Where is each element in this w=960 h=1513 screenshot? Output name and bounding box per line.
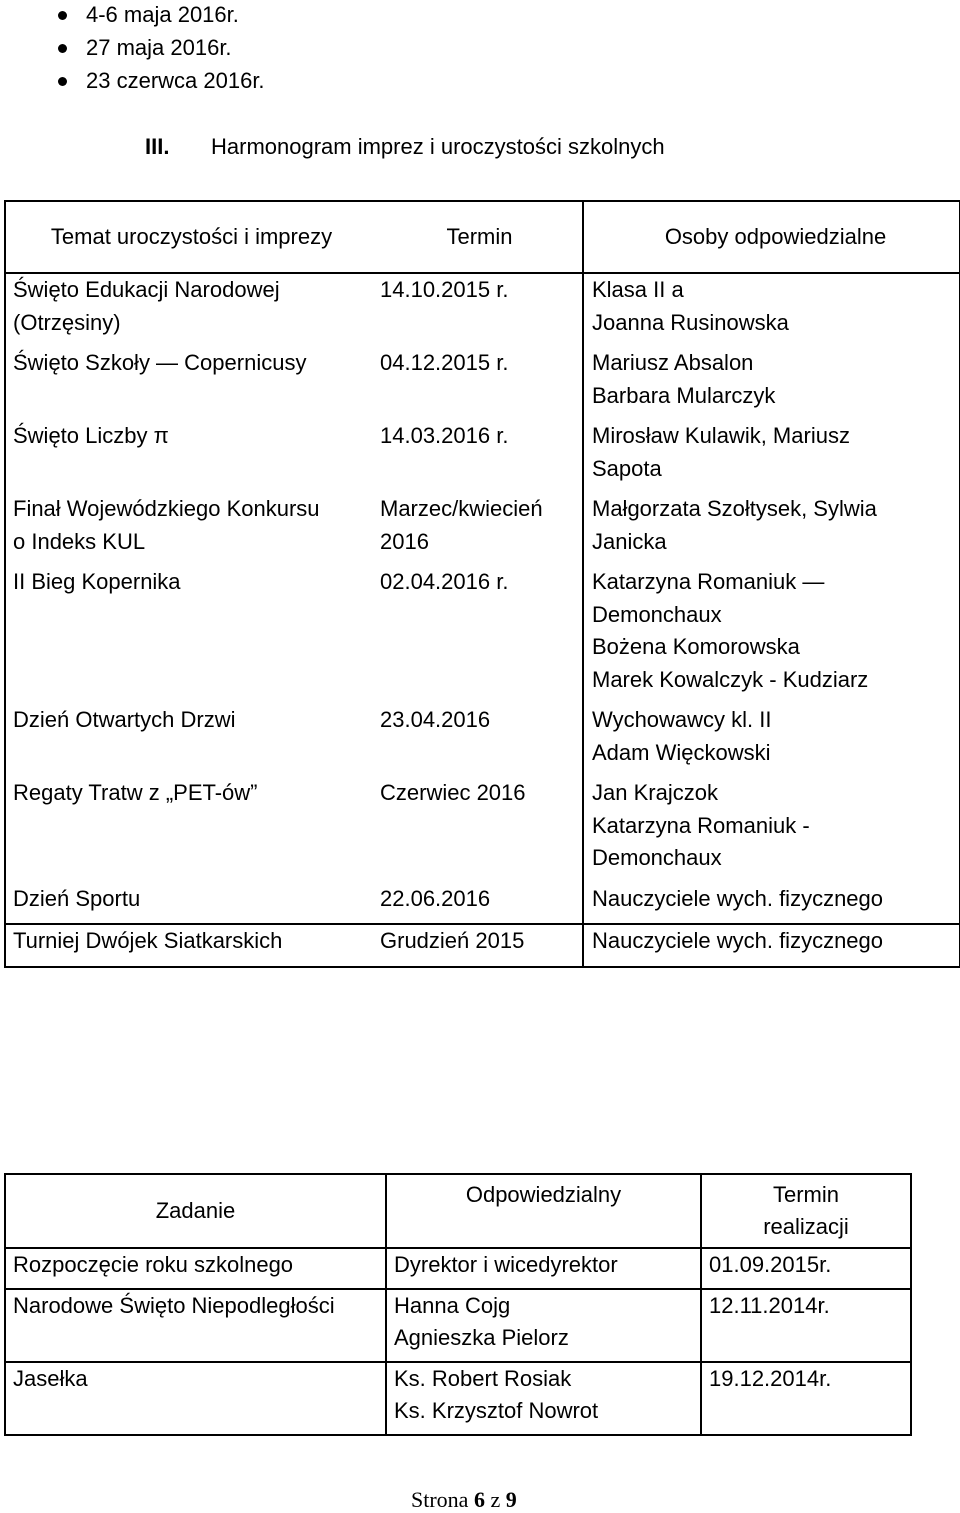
cell-line: Nauczyciele wych. fizycznego: [592, 885, 884, 911]
list-item: [58, 0, 265, 33]
cell-people: [583, 273, 960, 347]
cell-people: [583, 420, 960, 493]
cell-line: Dzień Sportu: [13, 885, 141, 911]
cell-line: Barbara Mularczyk: [592, 382, 776, 408]
cell-term: [701, 1362, 911, 1435]
cell-line: Hanna Cojg: [394, 1292, 511, 1318]
cell-line: 04.12.2015 r.: [380, 350, 509, 375]
cell-date: [377, 777, 583, 883]
cell-topic: [5, 777, 377, 883]
cell-line: 14.10.2015 r.: [380, 277, 509, 302]
table-row: [5, 883, 960, 925]
table-row: [5, 493, 960, 566]
table-row: [5, 1362, 911, 1435]
cell-line: Czerwiec 2016: [380, 780, 526, 805]
cell-task: [5, 1248, 386, 1289]
cell-date: [377, 883, 583, 925]
cell-line: 23.04.2016: [380, 707, 491, 732]
cell-people: [583, 493, 960, 566]
cell-line: Dyrektor i wicedyrektor: [394, 1252, 618, 1277]
cell-line: 14.03.2016 r.: [380, 423, 509, 448]
cell-date: [377, 493, 583, 566]
cell-line: Ks. Robert Rosiak: [394, 1365, 572, 1391]
cell-line: Dzień Otwartych Drzwi: [13, 707, 236, 732]
cell-line: Małgorzata Szołtysek, Sylwia: [592, 496, 877, 521]
table-row: [5, 420, 960, 493]
table-row: [5, 1289, 911, 1362]
cell-term: [701, 1248, 911, 1289]
cell-line: 22.06.2016: [380, 885, 491, 911]
section-heading: [145, 131, 665, 163]
column-header-term: [701, 1174, 911, 1248]
cell-line: Katarzyna Romaniuk -: [592, 812, 810, 838]
cell-people: [583, 347, 960, 420]
column-header-owner: Odpowiedzialny: [386, 1174, 701, 1248]
cell-people: [583, 924, 960, 967]
cell-line: Grudzień 2015: [380, 928, 525, 953]
cell-line: Joanna Rusinowska: [592, 309, 789, 335]
table-row: [5, 704, 960, 777]
cell-topic: [5, 347, 377, 420]
cell-topic: [5, 420, 377, 493]
cell-line: Marzec/kwiecień: [380, 496, 543, 521]
tasks-table-body: [5, 1248, 911, 1435]
events-table: [4, 200, 960, 968]
footer-total-pages: 9: [505, 1487, 517, 1512]
cell-people: [583, 566, 960, 704]
cell-date: [377, 420, 583, 493]
bullet-icon: [58, 11, 67, 20]
cell-topic: [5, 704, 377, 777]
cell-date: [377, 924, 583, 967]
cell-date: [377, 704, 583, 777]
cell-line: Wychowawcy kl. II: [592, 707, 772, 732]
list-item-text: 23 czerwca 2016r.: [86, 68, 265, 93]
column-header-people: Osoby odpowiedzialne: [583, 201, 960, 273]
cell-people: [583, 704, 960, 777]
cell-topic: [5, 566, 377, 704]
cell-line: Katarzyna Romaniuk ―: [592, 569, 825, 594]
cell-date: [377, 273, 583, 347]
table-row: [5, 1248, 911, 1289]
cell-line: Święto Liczby π: [13, 423, 169, 448]
footer-prefix: Strona: [411, 1487, 469, 1512]
cell-line: Święto Szkoły ― Copernicusy: [13, 350, 307, 375]
cell-topic: [5, 883, 377, 925]
cell-line: Narodowe Święto Niepodległości: [13, 1292, 335, 1318]
table-row: [5, 777, 960, 883]
table-header-row: [5, 201, 960, 273]
header-line: Termin: [772, 1181, 839, 1207]
column-header-task: Zadanie: [5, 1174, 386, 1248]
cell-line: 01.09.2015r.: [709, 1252, 832, 1277]
cell-task: [5, 1362, 386, 1435]
cell-line: Sapota: [592, 455, 662, 481]
footer-page-number: 6: [473, 1487, 485, 1512]
list-item-text: 4-6 maja 2016r.: [86, 2, 239, 27]
cell-line: Turniej Dwójek Siatkarskich: [13, 928, 283, 953]
cell-people: [583, 777, 960, 883]
cell-line: Demonchaux: [592, 845, 722, 870]
cell-line: II Bieg Kopernika: [13, 569, 181, 594]
header-line: realizacji: [763, 1214, 849, 1239]
cell-line: 2016: [380, 528, 429, 554]
column-header-date: Termin: [377, 201, 583, 273]
cell-line: Rozpoczęcie roku szkolnego: [13, 1252, 294, 1277]
cell-owner: [386, 1289, 701, 1362]
table-row: [5, 347, 960, 420]
cell-line: Jasełka: [13, 1365, 88, 1391]
cell-owner: [386, 1248, 701, 1289]
cell-line: Nauczyciele wych. fizycznego: [592, 928, 884, 953]
cell-line: o Indeks KUL: [13, 528, 146, 554]
cell-line: 12.11.2014r.: [709, 1292, 830, 1318]
cell-task: [5, 1289, 386, 1362]
cell-line: (Otrzęsiny): [13, 309, 121, 335]
cell-line: Klasa II a: [592, 277, 684, 302]
date-bullet-list: [58, 0, 265, 99]
cell-line: Święto Edukacji Narodowej: [13, 277, 280, 302]
bullet-icon: [58, 77, 67, 86]
table-row: [5, 566, 960, 704]
cell-date: [377, 347, 583, 420]
tasks-table: [4, 1173, 912, 1436]
cell-line: Ks. Krzysztof Nowrot: [394, 1398, 599, 1423]
cell-line: Mariusz Absalon: [592, 350, 754, 375]
cell-date: [377, 566, 583, 704]
cell-line: 19.12.2014r.: [709, 1365, 832, 1391]
cell-term: [701, 1289, 911, 1362]
page-footer: [411, 1487, 517, 1513]
cell-topic: [5, 273, 377, 347]
table-row: [5, 273, 960, 347]
cell-line: Mirosław Kulawik, Mariusz: [592, 423, 850, 448]
list-item: [58, 33, 265, 66]
cell-line: Agnieszka Pielorz: [394, 1325, 569, 1350]
list-item: [58, 66, 265, 99]
section-title-text: Harmonogram imprez i uroczystości szkolnych: [211, 134, 665, 159]
cell-line: Regaty Tratw z „PET-ów”: [13, 780, 258, 805]
footer-separator: z: [490, 1487, 501, 1512]
section-number: III.: [145, 134, 170, 159]
cell-owner: [386, 1362, 701, 1435]
cell-people: [583, 883, 960, 925]
cell-line: Jan Krajczok: [592, 780, 718, 805]
column-header-topic: Temat uroczystości i imprezy: [5, 201, 377, 273]
table-header-row: [5, 1174, 911, 1248]
cell-line: Marek Kowalczyk - Kudziarz: [592, 666, 869, 692]
events-table-body: [5, 273, 960, 967]
list-item-text: 27 maja 2016r.: [86, 35, 232, 60]
table-row: [5, 924, 960, 967]
cell-topic: [5, 493, 377, 566]
cell-topic: [5, 924, 377, 967]
cell-line: Adam Więckowski: [592, 739, 771, 765]
bullet-icon: [58, 44, 67, 53]
cell-line: Bożena Komorowska: [592, 634, 800, 659]
cell-line: 02.04.2016 r.: [380, 569, 509, 594]
cell-line: Finał Wojewódzkiego Konkursu: [13, 496, 320, 521]
cell-line: Demonchaux: [592, 601, 722, 627]
cell-line: Janicka: [592, 528, 667, 554]
